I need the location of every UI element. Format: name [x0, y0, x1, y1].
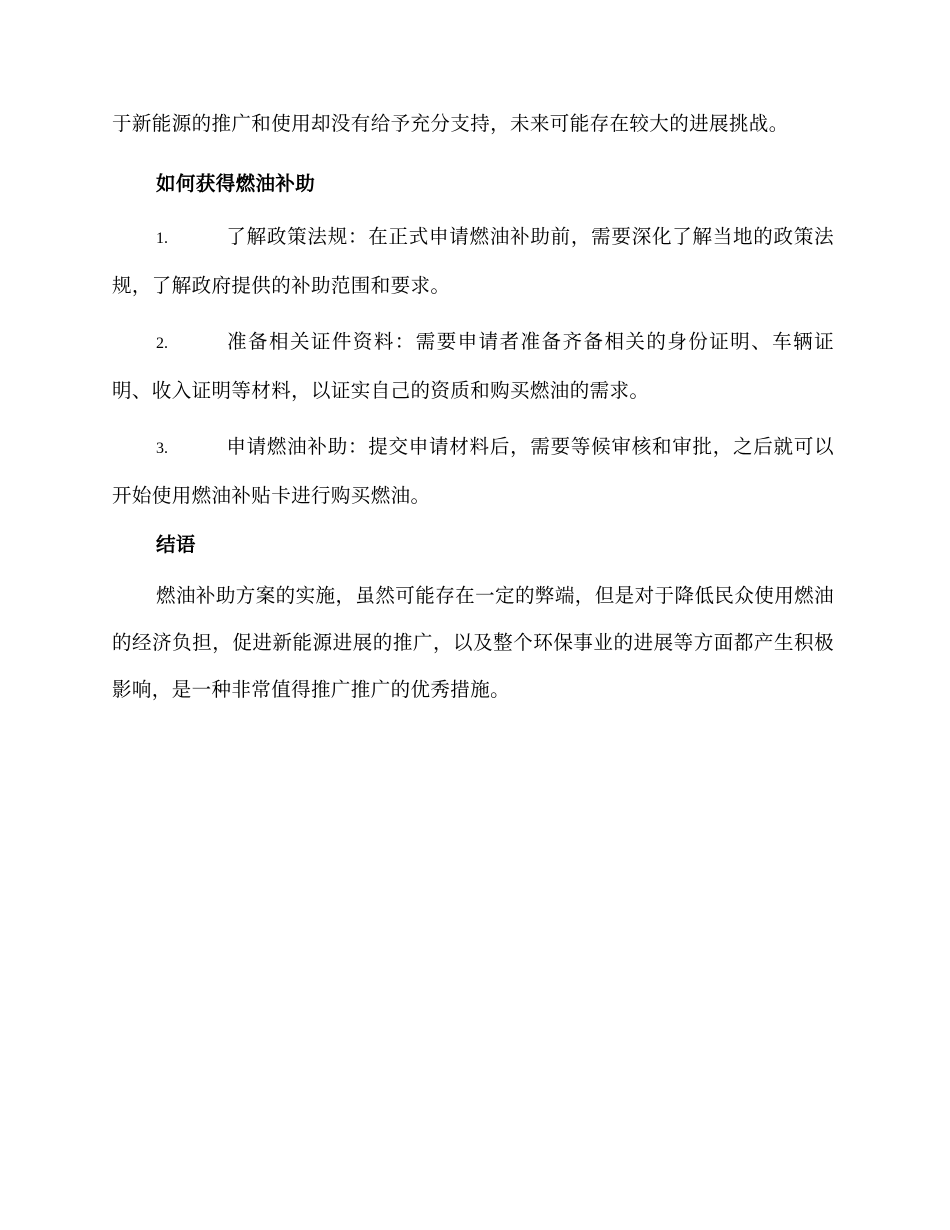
section-heading-conclusion: 结语: [156, 533, 196, 556]
document-page: [112, 100, 834, 713]
list-item-text: 申请燃油补助：提交申请材料后，需要等候审核和审批，之后就可以开始使用燃油补贴卡进行购买燃油。: [112, 435, 834, 507]
section-heading-how-to-obtain: 如何获得燃油补助: [156, 172, 316, 195]
list-item: [112, 213, 834, 309]
conclusion-paragraph: 燃油补助方案的实施，虽然可能存在一定的弊端，但是对于降低民众使用燃油的经济负担，促进新能源进展的推广，以及整个环保事业的进展等方面都产生积极影响，是一种非常值得推广推广的优秀措施。: [112, 584, 834, 701]
list-item: [112, 423, 834, 519]
list-item: [112, 318, 834, 414]
list-item-text: 准备相关证件资料：需要申请者准备齐备相关的身份证明、车辆证明、收入证明等材料，以证实自己的资质和购买燃油的需求。: [112, 330, 834, 402]
list-item-text: 了解政策法规：在正式申请燃油补助前，需要深化了解当地的政策法规，了解政府提供的补助范围和要求。: [112, 225, 834, 297]
list-item-number: 2.: [156, 335, 168, 352]
intro-continuation-paragraph: 于新能源的推广和使用却没有给予充分支持，未来可能存在较大的进展挑战。: [112, 112, 789, 135]
list-item-number: 1.: [156, 230, 168, 247]
list-item-number: 3.: [156, 440, 168, 457]
